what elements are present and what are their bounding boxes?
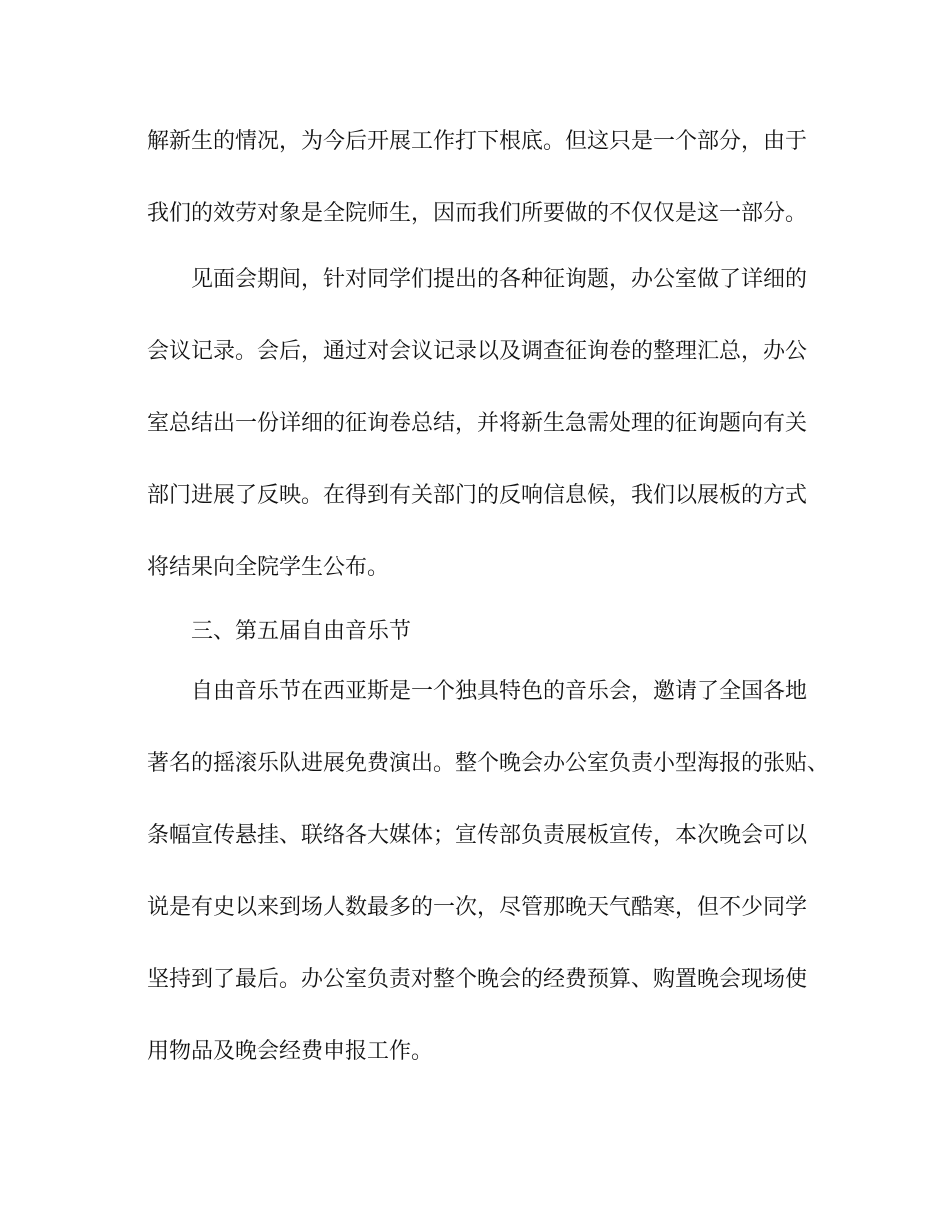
text-line: 用物品及晚会经费申报工作。 [147, 1039, 434, 1064]
paragraph-start-line: 见面会期间，针对同学们提出的各种征询题，办公室做了详细的 [191, 267, 808, 292]
text-line: 室总结出一份详细的征询卷总结，并将新生急需处理的征询题向有关 [147, 411, 808, 436]
text-line: 著名的摇滚乐队进展免费演出。整个晚会办公室负责小型海报的张贴、 [147, 751, 830, 776]
text-line: 将结果向全院学生公布。 [147, 555, 390, 580]
text-line: 部门进展了反映。在得到有关部门的反响信息候，我们以展板的方式 [147, 483, 808, 508]
paragraph-start-line: 自由音乐节在西亚斯是一个独具特色的音乐会，邀请了全国各地 [191, 679, 808, 704]
text-line: 解新生的情况，为今后开展工作打下根底。但这只是一个部分，由于 [147, 129, 808, 154]
text-line: 条幅宣传悬挂、联络各大媒体；宣传部负责展板宣传，本次晚会可以 [147, 823, 808, 848]
text-line: 会议记录。会后，通过对会议记录以及调查征询卷的整理汇总，办公 [147, 339, 808, 364]
section-heading: 三、第五届自由音乐节 [191, 619, 412, 644]
text-line: 坚持到了最后。办公室负责对整个晚会的经费预算、购置晚会现场使 [147, 967, 808, 992]
text-line: 我们的效劳对象是全院师生，因而我们所要做的不仅仅是这一部分。 [147, 201, 808, 226]
text-line: 说是有史以来到场人数最多的一次，尽管那晚天气酷寒，但不少同学 [147, 895, 808, 920]
